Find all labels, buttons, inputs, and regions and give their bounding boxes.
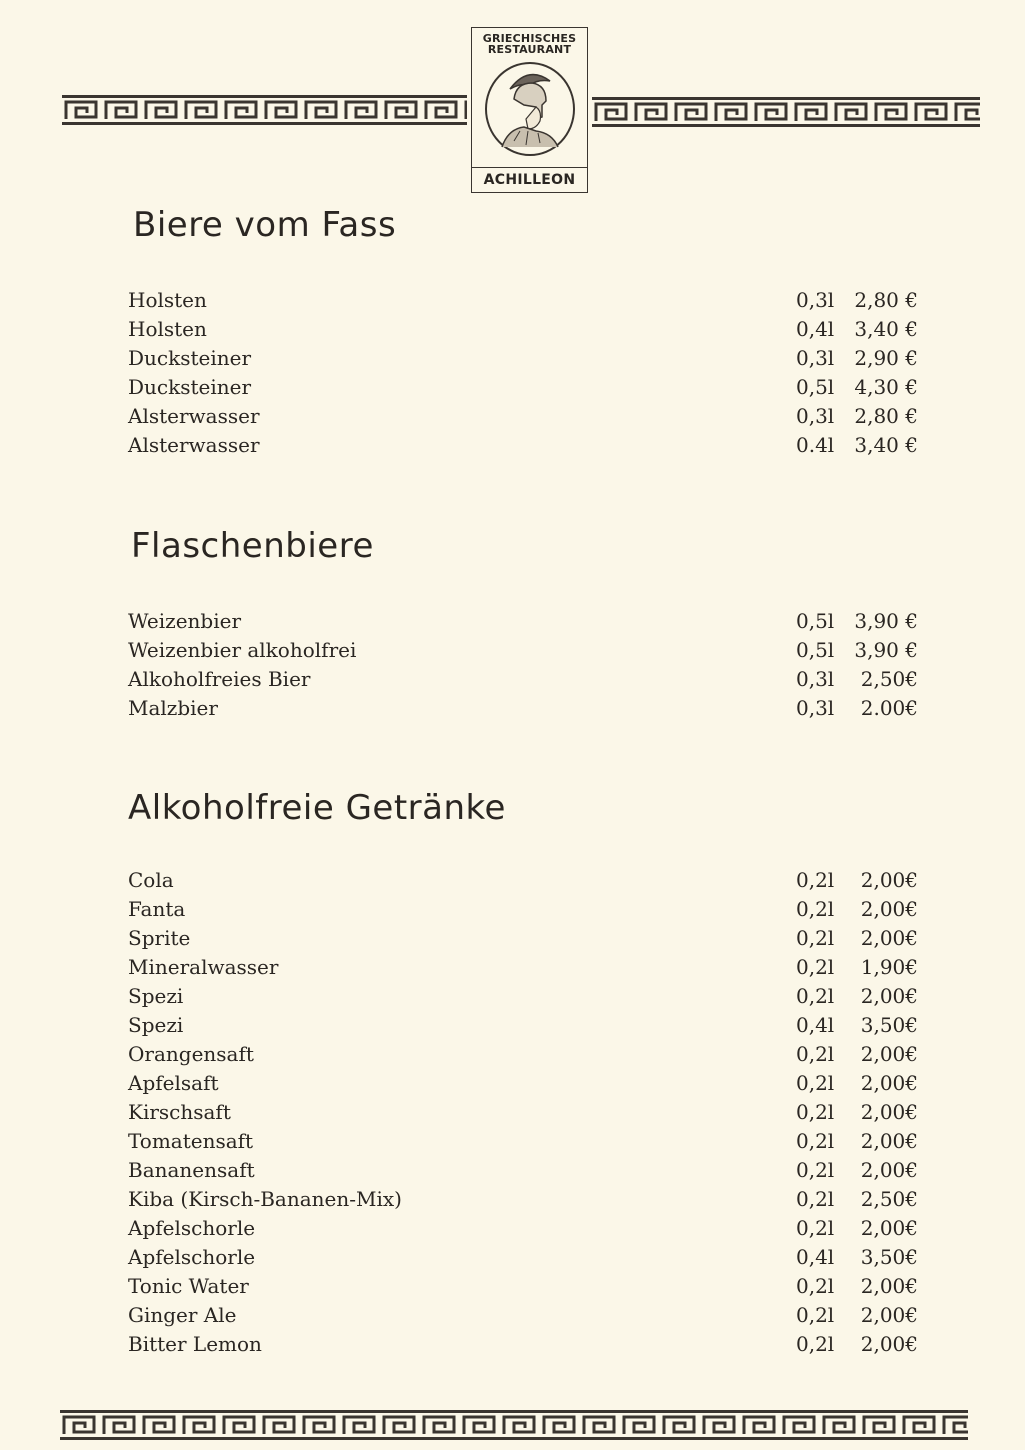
item-price: 3,90 € — [854, 637, 918, 662]
item-name: Holsten — [128, 316, 207, 341]
list-item — [128, 693, 918, 722]
item-volume: 0,2l — [796, 1186, 835, 1211]
logo-tagline-line2: RESTAURANT — [487, 43, 572, 56]
item-name: Bananensaft — [128, 1157, 255, 1182]
item-name: Kirschsaft — [128, 1099, 231, 1124]
item-volume: 0,2l — [796, 983, 835, 1008]
item-name: Apfelschorle — [128, 1215, 256, 1240]
item-name: Ducksteiner — [128, 345, 252, 370]
list-item — [128, 1097, 918, 1126]
item-name: Malzbier — [128, 695, 218, 720]
item-name: Ducksteiner — [128, 374, 252, 399]
list-item — [128, 952, 918, 981]
item-price: 3,90 € — [854, 608, 918, 633]
item-volume: 0,5l — [796, 637, 835, 662]
item-price: 2,00€ — [860, 1215, 918, 1240]
section-title-soft-drinks: Alkoholfreie Getränke — [128, 788, 506, 828]
item-price: 2,00€ — [860, 925, 918, 950]
item-volume: 0,2l — [796, 1099, 835, 1124]
section-title-draft-beer: Biere vom Fass — [133, 205, 397, 245]
greek-key-border-top-right — [592, 95, 980, 129]
item-name: Spezi — [128, 1012, 184, 1037]
list-item — [128, 1300, 918, 1329]
section-title-bottled-beer: Flaschenbiere — [131, 526, 374, 566]
list-item — [128, 430, 918, 459]
item-volume: 0,2l — [796, 954, 835, 979]
list-item — [128, 1242, 918, 1271]
greek-warrior-helmet-emblem — [480, 59, 580, 159]
item-volume: 0.4l — [796, 432, 835, 457]
list-item — [128, 401, 918, 430]
restaurant-name: ACHILLEON — [472, 167, 587, 192]
item-volume: 0,2l — [796, 1128, 835, 1153]
item-price: 2,00€ — [860, 983, 918, 1008]
item-price: 2,00€ — [860, 1070, 918, 1095]
list-item — [128, 1068, 918, 1097]
soft-drinks-list — [128, 865, 918, 1358]
list-item — [128, 635, 918, 664]
item-name: Tomatensaft — [128, 1128, 254, 1153]
list-item — [128, 1329, 918, 1358]
item-volume: 0,5l — [796, 374, 835, 399]
item-name: Alsterwasser — [128, 432, 260, 457]
item-volume: 0,2l — [796, 1273, 835, 1298]
item-volume: 0,3l — [796, 403, 835, 428]
item-volume: 0,2l — [796, 1070, 835, 1095]
item-volume: 0,2l — [796, 1331, 835, 1356]
list-item — [128, 1271, 918, 1300]
item-volume: 0,2l — [796, 925, 835, 950]
list-item — [128, 606, 918, 635]
item-volume: 0,2l — [796, 1157, 835, 1182]
item-name: Cola — [128, 867, 174, 892]
item-price: 2,00€ — [860, 1302, 918, 1327]
logo-tagline-line1: GRIECHISCHES — [482, 32, 577, 45]
item-volume: 0,2l — [796, 1302, 835, 1327]
item-price: 3,50€ — [860, 1012, 918, 1037]
item-volume: 0,3l — [796, 345, 835, 370]
item-price: 2,50€ — [860, 1186, 918, 1211]
item-name: Apfelsaft — [128, 1070, 219, 1095]
draft-beer-list — [128, 285, 918, 459]
item-name: Spezi — [128, 983, 184, 1008]
list-item — [128, 923, 918, 952]
list-item — [128, 1010, 918, 1039]
restaurant-logo — [471, 27, 588, 193]
item-volume: 0,2l — [796, 867, 835, 892]
item-price: 2,00€ — [860, 1273, 918, 1298]
list-item — [128, 1184, 918, 1213]
item-volume: 0,3l — [796, 666, 835, 691]
item-name: Apfelschorle — [128, 1244, 256, 1269]
item-name: Bitter Lemon — [128, 1331, 262, 1356]
item-volume: 0,4l — [796, 316, 835, 341]
item-price: 3,40 € — [854, 432, 918, 457]
list-item — [128, 1213, 918, 1242]
list-item — [128, 285, 918, 314]
item-name: Weizenbier alkoholfrei — [128, 637, 357, 662]
list-item — [128, 1155, 918, 1184]
item-volume: 0,4l — [796, 1244, 835, 1269]
item-name: Holsten — [128, 287, 207, 312]
list-item — [128, 372, 918, 401]
item-price: 2,80 € — [854, 287, 918, 312]
item-price: 4,30 € — [854, 374, 918, 399]
item-volume: 0,3l — [796, 695, 835, 720]
item-price: 2,00€ — [860, 1099, 918, 1124]
item-price: 2,50€ — [860, 666, 918, 691]
item-price: 2,90 € — [854, 345, 918, 370]
list-item — [128, 1126, 918, 1155]
list-item — [128, 981, 918, 1010]
list-item — [128, 865, 918, 894]
item-volume: 0,4l — [796, 1012, 835, 1037]
item-name: Alsterwasser — [128, 403, 260, 428]
item-name: Fanta — [128, 896, 186, 921]
item-price: 2,00€ — [860, 867, 918, 892]
item-name: Tonic Water — [128, 1273, 249, 1298]
bottled-beer-list — [128, 606, 918, 722]
item-name: Mineralwasser — [128, 954, 279, 979]
item-price: 2,00€ — [860, 1157, 918, 1182]
list-item — [128, 894, 918, 923]
item-name: Kiba (Kirsch-Bananen-Mix) — [128, 1186, 402, 1211]
item-price: 3,50€ — [860, 1244, 918, 1269]
list-item — [128, 664, 918, 693]
item-name: Ginger Ale — [128, 1302, 237, 1327]
item-price: 2,00€ — [860, 1041, 918, 1066]
item-price: 2.00€ — [860, 695, 918, 720]
item-volume: 0,2l — [796, 1215, 835, 1240]
item-price: 1,90€ — [860, 954, 918, 979]
greek-key-border-top-left — [62, 93, 467, 127]
item-price: 2,00€ — [860, 1128, 918, 1153]
item-price: 3,40 € — [854, 316, 918, 341]
item-price: 2,00€ — [860, 1331, 918, 1356]
item-price: 2,00€ — [860, 896, 918, 921]
item-name: Sprite — [128, 925, 191, 950]
item-volume: 0,5l — [796, 608, 835, 633]
item-volume: 0,2l — [796, 896, 835, 921]
list-item — [128, 1039, 918, 1068]
item-name: Orangensaft — [128, 1041, 254, 1066]
greek-key-border-bottom — [60, 1408, 968, 1442]
list-item — [128, 343, 918, 372]
item-name: Weizenbier — [128, 608, 242, 633]
item-volume: 0,2l — [796, 1041, 835, 1066]
item-name: Alkoholfreies Bier — [128, 666, 311, 691]
item-volume: 0,3l — [796, 287, 835, 312]
item-price: 2,80 € — [854, 403, 918, 428]
list-item — [128, 314, 918, 343]
